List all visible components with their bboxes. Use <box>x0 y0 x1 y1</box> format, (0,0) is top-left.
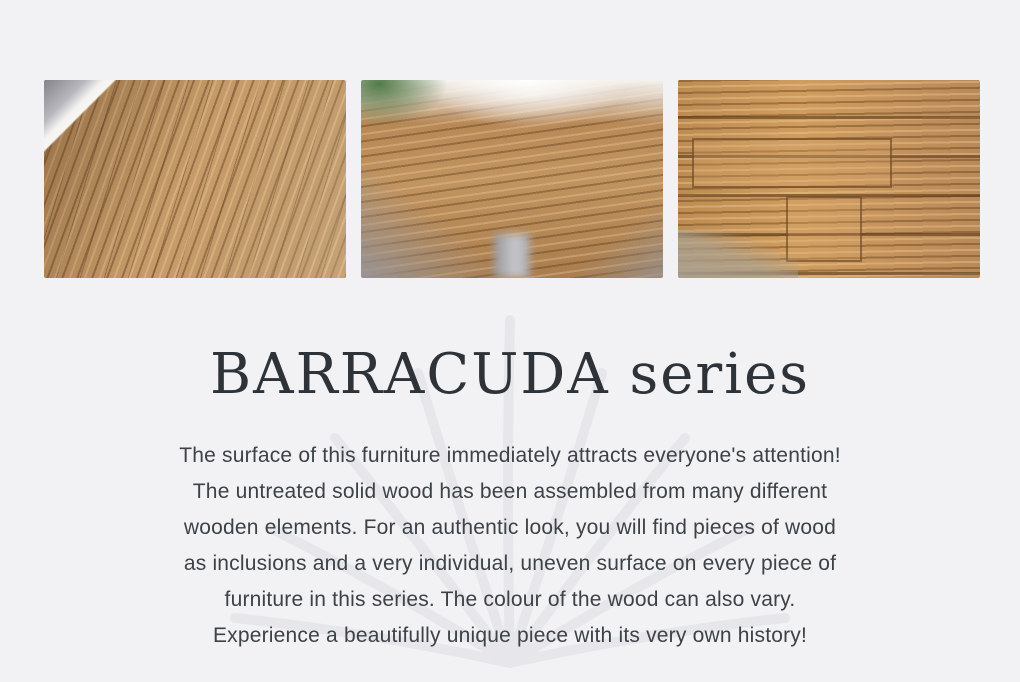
description-line: wooden elements. For an authentic look, you will find pieces of wood <box>183 516 837 539</box>
photo-plank-patchwork-closeup <box>678 80 980 278</box>
description-line: The surface of this furniture immediately attracts everyone's attention! <box>179 444 841 467</box>
metal-frame-detail <box>44 80 174 210</box>
description-line: The untreated solid wood has been assembled from many different <box>192 480 828 503</box>
series-description <box>0 438 1020 654</box>
description-line: as inclusions and a very individual, uneven surface on every piece of <box>183 552 837 575</box>
series-title: BARRACUDA series <box>210 342 810 407</box>
photo-gallery <box>44 80 980 278</box>
description-line: furniture in this series. The colour of the wood can also vary. <box>224 588 796 611</box>
floor-corner-detail <box>678 230 798 278</box>
table-leg-detail <box>494 234 530 278</box>
description-line: Experience a beautifully unique piece with its very own history! <box>212 624 808 647</box>
photo-tabletop-edge-closeup <box>361 80 663 278</box>
wood-inlay-detail <box>692 138 892 188</box>
photo-wood-grain-closeup <box>44 80 346 278</box>
